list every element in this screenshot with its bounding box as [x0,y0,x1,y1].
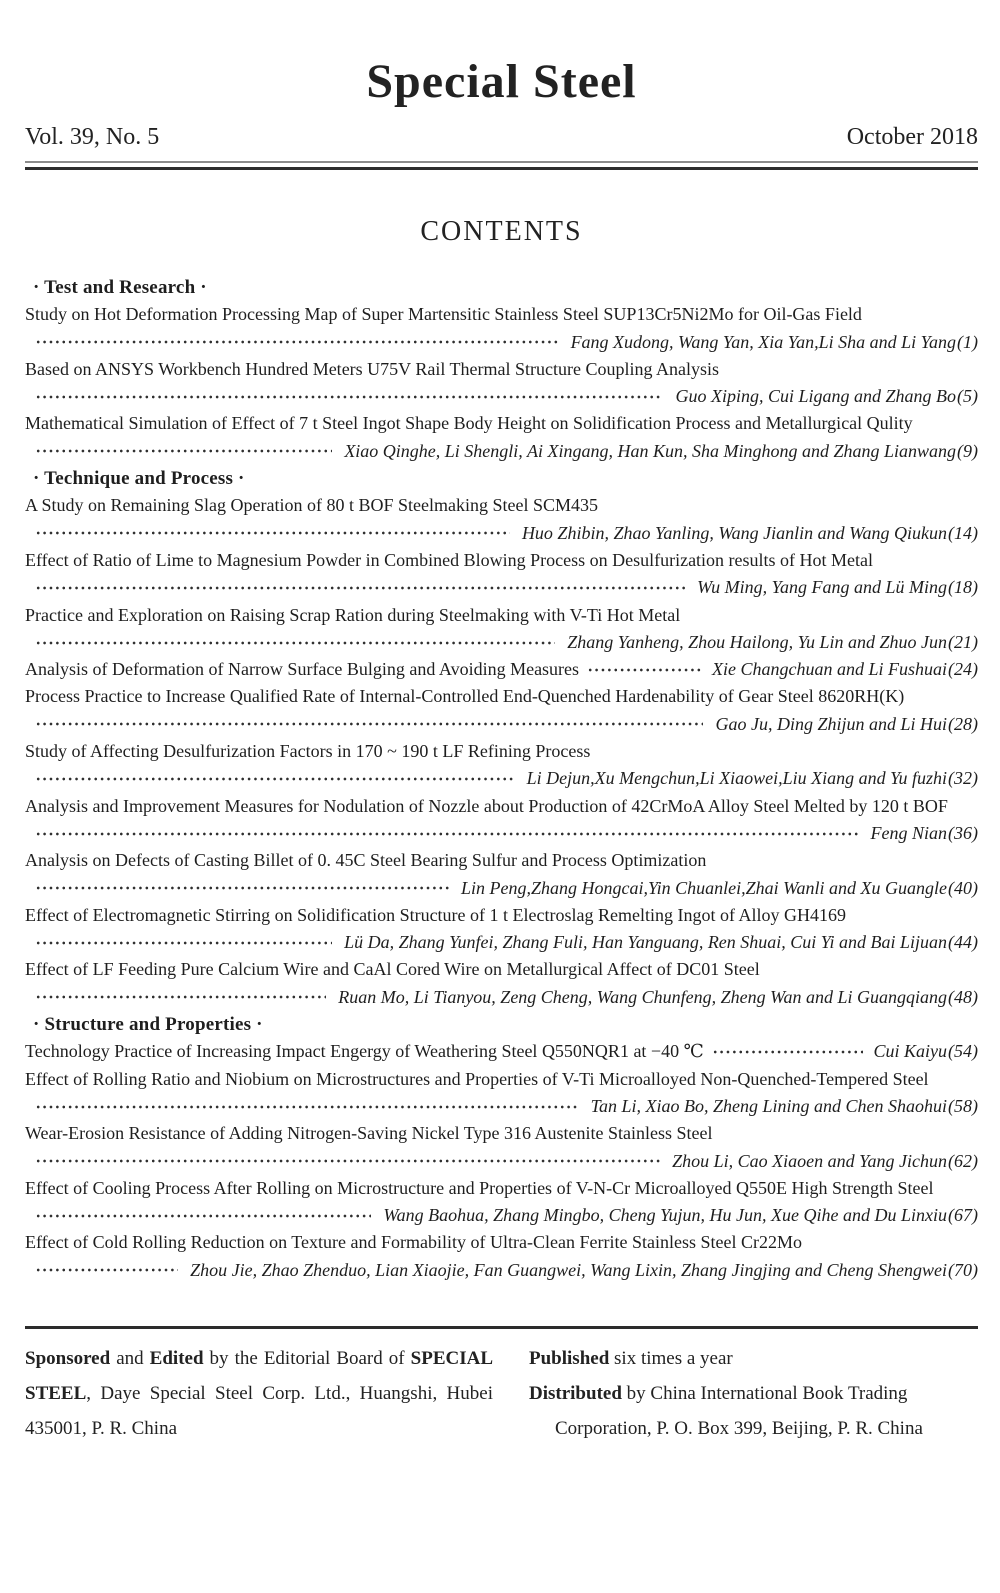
dotted-leader [587,656,702,683]
toc-article-title: Analysis on Defects of Casting Billet of 0. 45C Steel Bearing Sulfur and Process Optimization [25,850,707,871]
toc-entry-inline [25,1038,978,1065]
toc-article-title: Wear-Erosion Resistance of Adding Nitrogen-Saving Nickel Type 316 Austenite Stainless Steel [25,1123,713,1144]
toc-author-line [25,820,978,847]
publisher-info [25,1341,493,1446]
toc-article-title: Effect of LF Feeding Pure Calcium Wire and CaAl Cored Wire on Metallurgical Affect of DC01 Steel [25,959,760,980]
dotted-leader [35,520,510,547]
toc-article-title: Effect of Cooling Process After Rolling on Microstructure and Properties of V-N-Cr Microalloyed Q550E High Strength Steel [25,1177,934,1198]
toc-page-number: (32) [948,768,978,789]
issue-date: October 2018 [846,124,978,150]
page-header [25,56,978,170]
toc-author-line [25,765,978,792]
header-divider [25,161,978,170]
toc-authors: Wang Baohua, Zhang Mingbo, Cheng Yujun, Hu Jun, Xue Qihe and Du Linxiu [383,1205,947,1226]
toc-page-number: (54) [948,1041,978,1062]
dotted-leader [712,1038,864,1065]
footer-divider [25,1326,978,1329]
toc-article-title: Analysis and Improvement Measures for Nodulation of Nozzle about Production of 42CrMoA Alloy Steel Melted by 120 t BOF [25,795,948,816]
toc-page-number: (70) [948,1259,978,1280]
dotted-leader [35,820,859,847]
journal-title: Special Steel [366,55,637,108]
toc-page-number: (67) [948,1205,978,1226]
dotted-leader [35,383,663,410]
toc-authors: Ruan Mo, Li Tianyou, Zeng Cheng, Wang Chunfeng, Zheng Wan and Li Guangqiang [338,986,947,1007]
toc-author-line [25,329,978,356]
volume-issue: Vol. 39, No. 5 [25,124,160,150]
toc-authors: Tan Li, Xiao Bo, Zheng Lining and Chen Shaohui [590,1095,947,1116]
publisher-line: Sponsored and Edited by the Editorial Board of SPECIAL [25,1347,493,1369]
toc-author-line [25,629,978,656]
table-of-contents [25,274,978,1284]
dotted-leader [35,929,332,956]
dotted-leader [35,1148,660,1175]
toc-entry-inline [25,656,978,683]
toc-page-number: (9) [957,440,978,461]
toc-page-number: (1) [957,331,978,352]
dotted-leader [35,984,326,1011]
toc-page-number: (28) [948,713,978,734]
toc-authors: Zhou Li, Cao Xiaoen and Yang Jichun [672,1150,947,1171]
distributed-line-continuation: Corporation, P. O. Box 399, Beijing, P. R. China [555,1417,923,1439]
toc-author-line [25,1257,978,1284]
toc-page-number: (5) [957,386,978,407]
toc-page-number: (62) [948,1150,978,1171]
toc-article-title: Based on ANSYS Workbench Hundred Meters U75V Rail Thermal Structure Coupling Analysis [25,358,719,379]
toc-author-line [25,1202,978,1229]
toc-article-title: Practice and Exploration on Raising Scrap Ration during Steelmaking with V-Ti Hot Metal [25,604,681,625]
toc-page-number: (48) [948,986,978,1007]
toc-authors: Zhang Yanheng, Zhou Hailong, Yu Lin and Zhuo Jun [567,631,947,652]
toc-page-number: (44) [948,932,978,953]
toc-page-number: (21) [948,631,978,652]
toc-authors: Feng Nian [870,822,947,843]
dotted-leader [35,629,555,656]
dotted-leader [35,1257,178,1284]
toc-authors: Xiao Qinghe, Li Shengli, Ai Xingang, Han Kun, Sha Minghong and Zhang Lianwang [344,440,956,461]
toc-page-number: (18) [948,577,978,598]
dotted-leader [35,438,332,465]
toc-authors: Li Dejun,Xu Mengchun,Li Xiaowei,Liu Xiang and Yu fuzhi [526,768,947,789]
toc-article-title: Effect of Electromagnetic Stirring on Solidification Structure of 1 t Electroslag Remelting Ingot of Alloy GH4169 [25,904,846,925]
toc-authors: Xie Changchuan and Li Fushuai [712,659,947,680]
toc-article-title: Technology Practice of Increasing Impact Engergy of Weathering Steel Q550NQR1 at −40 ℃ [25,1041,704,1062]
publisher-line: 435001, P. R. China [25,1417,178,1439]
toc-article-title: Study of Affecting Desulfurization Factors in 170 ~ 190 t LF Refining Process [25,741,591,762]
toc-section-heading: · Technique and Process · [33,468,245,490]
toc-section-heading: · Structure and Properties · [33,1014,263,1036]
toc-author-line [25,520,978,547]
toc-article-title: Effect of Ratio of Lime to Magnesium Powder in Combined Blowing Process on Desulfurization results of Hot Metal [25,549,874,570]
published-line: Published six times a year [529,1347,733,1369]
dotted-leader [35,765,515,792]
toc-authors: Lin Peng,Zhang Hongcai,Yin Chuanlei,Zhai Wanli and Xu Guangle [460,877,947,898]
dotted-leader [35,574,685,601]
toc-section-heading: · Test and Research · [33,277,207,298]
toc-article-title: Effect of Rolling Ratio and Niobium on Microstructures and Properties of V-Ti Microalloyed Non-Quenched-Tempered Steel [25,1068,929,1089]
toc-article-title: Process Practice to Increase Qualified Rate of Internal-Controlled End-Quenched Hardenability of Gear Steel 8620RH(K) [25,686,905,707]
page-footer [25,1326,978,1446]
dotted-leader [35,329,559,356]
toc-article-title: A Study on Remaining Slag Operation of 80 t BOF Steelmaking Steel SCM435 [25,495,598,516]
toc-author-line [25,383,978,410]
contents-heading: CONTENTS [420,216,583,247]
toc-page-number: (40) [948,877,978,898]
toc-authors: Gao Ju, Ding Zhijun and Li Hui [715,713,947,734]
dotted-leader [35,711,703,738]
toc-authors: Zhou Jie, Zhao Zhenduo, Lian Xiaojie, Fan Guangwei, Wang Lixin, Zhang Jingjing and Cheng Shengwei [190,1259,947,1280]
toc-page-number: (24) [948,659,978,680]
toc-page-number: (36) [948,822,978,843]
toc-article-title: Effect of Cold Rolling Reduction on Texture and Formability of Ultra-Clean Ferrite Stainless Steel Cr22Mo [25,1232,802,1253]
dotted-leader [35,1202,371,1229]
toc-author-line [25,875,978,902]
toc-page-number: (58) [948,1095,978,1116]
toc-authors: Lü Da, Zhang Yunfei, Zhang Fuli, Han Yanguang, Ren Shuai, Cui Yi and Bai Lijuan [344,932,947,953]
dotted-leader [35,875,449,902]
toc-authors: Wu Ming, Yang Fang and Lü Ming [697,577,947,598]
volume-date-row [25,124,978,151]
toc-authors: Huo Zhibin, Zhao Yanling, Wang Jianlin and Wang Qiukun [521,522,947,543]
toc-article-title: Study on Hot Deformation Processing Map of Super Martensitic Stainless Steel SUP13Cr5Ni2Mo for Oil-Gas Field [25,304,862,325]
toc-author-line [25,1093,978,1120]
toc-author-line [25,984,978,1011]
toc-author-line [25,929,978,956]
publisher-line: STEEL, Daye Special Steel Corp. Ltd., Huangshi, Hubei [25,1382,493,1404]
toc-authors: Guo Xiping, Cui Ligang and Zhang Bo [675,386,956,407]
toc-article-title: Mathematical Simulation of Effect of 7 t Steel Ingot Shape Body Height on Solidification Process and Metallurgical Qulity [25,413,913,434]
distributed-line: Distributed by China International Book Trading [529,1382,908,1404]
toc-author-line [25,438,978,465]
toc-authors: Cui Kaiyu [873,1041,947,1062]
toc-author-line [25,574,978,601]
dotted-leader [35,1093,579,1120]
toc-author-line [25,1148,978,1175]
toc-authors: Fang Xudong, Wang Yan, Xia Yan,Li Sha and Li Yang [570,331,956,352]
toc-article-title: Analysis of Deformation of Narrow Surface Bulging and Avoiding Measures [25,659,580,680]
distribution-info [529,1341,978,1446]
toc-page-number: (14) [948,522,978,543]
toc-author-line [25,711,978,738]
